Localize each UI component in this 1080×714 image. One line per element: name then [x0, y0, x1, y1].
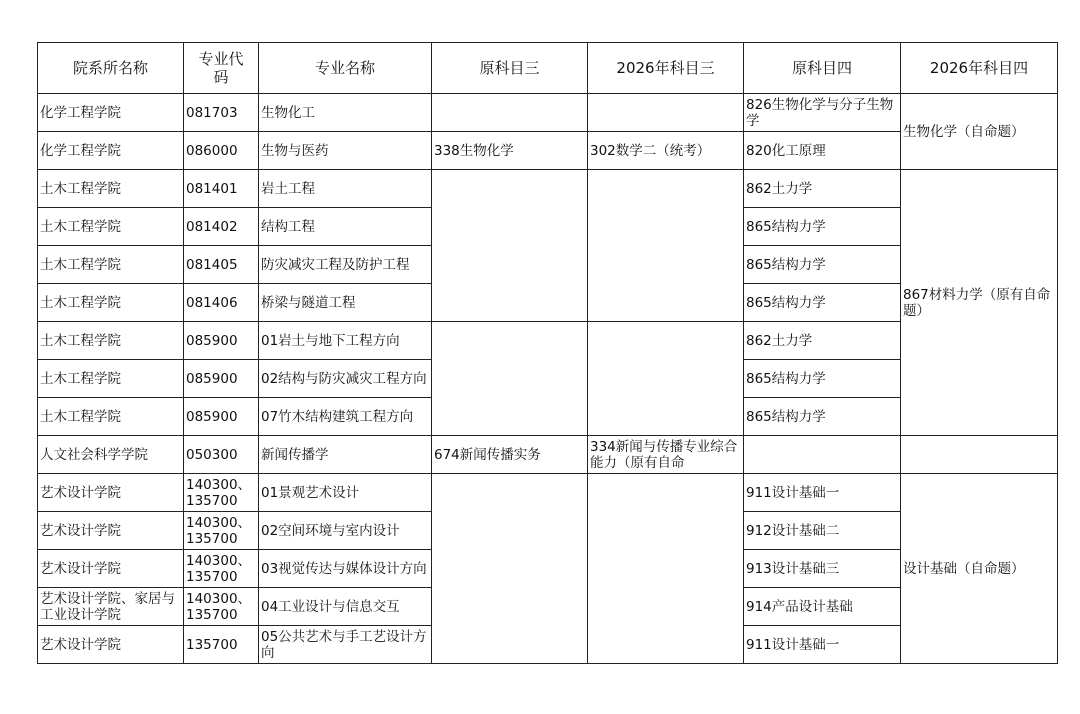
cell-code: 081703 [184, 94, 259, 132]
cell-code: 140300、135700 [184, 588, 259, 626]
cell-major: 结构工程 [259, 208, 432, 246]
cell-orig-subject3 [432, 94, 588, 132]
cell-school: 艺术设计学院 [38, 550, 184, 588]
cell-code: 140300、135700 [184, 550, 259, 588]
cell-code: 081401 [184, 170, 259, 208]
cell-orig-subject3-civil-a [432, 170, 588, 322]
cell-school: 土木工程学院 [38, 246, 184, 284]
cell-2026-subject3 [588, 94, 744, 132]
cell-orig-subject4: 826生物化学与分子生物学 [744, 94, 901, 132]
cell-major: 生物化工 [259, 94, 432, 132]
cell-orig-subject4: 862土力学 [744, 170, 901, 208]
cell-orig-subject4: 911设计基础一 [744, 626, 901, 664]
cell-school: 土木工程学院 [38, 322, 184, 360]
cell-school: 土木工程学院 [38, 284, 184, 322]
cell-major: 岩土工程 [259, 170, 432, 208]
cell-orig-subject4: 911设计基础一 [744, 474, 901, 512]
cell-code: 050300 [184, 436, 259, 474]
cell-major: 02空间环境与室内设计 [259, 512, 432, 550]
cell-orig-subject3-civil-b [432, 322, 588, 436]
table-row [38, 170, 1058, 208]
cell-code: 081406 [184, 284, 259, 322]
header-row [38, 43, 1058, 94]
header-2026-subject3: 2026年科目三 [588, 43, 744, 94]
cell-orig-subject4: 865结构力学 [744, 360, 901, 398]
cell-major: 生物与医药 [259, 132, 432, 170]
table-row [38, 474, 1058, 512]
cell-orig-subject4: 914产品设计基础 [744, 588, 901, 626]
cell-school: 土木工程学院 [38, 398, 184, 436]
cell-code: 081402 [184, 208, 259, 246]
cell-orig-subject4: 865结构力学 [744, 284, 901, 322]
cell-school: 艺术设计学院 [38, 474, 184, 512]
cell-major: 07竹木结构建筑工程方向 [259, 398, 432, 436]
cell-orig-subject3-art [432, 474, 588, 664]
cell-school: 艺术设计学院 [38, 512, 184, 550]
cell-code: 081405 [184, 246, 259, 284]
cell-major: 防灾减灾工程及防护工程 [259, 246, 432, 284]
header-major: 专业名称 [259, 43, 432, 94]
table-row [38, 94, 1058, 132]
cell-school: 艺术设计学院、家居与工业设计学院 [38, 588, 184, 626]
cell-major: 04工业设计与信息交互 [259, 588, 432, 626]
header-orig-subject3: 原科目三 [432, 43, 588, 94]
cell-school: 土木工程学院 [38, 360, 184, 398]
cell-school: 化学工程学院 [38, 94, 184, 132]
table-row [38, 436, 1058, 474]
cell-major: 桥梁与隧道工程 [259, 284, 432, 322]
cell-2026-subject4-art: 设计基础（自命题） [901, 474, 1058, 664]
cell-orig-subject3: 338生物化学 [432, 132, 588, 170]
cell-2026-subject3-civil-b [588, 322, 744, 436]
cell-school: 化学工程学院 [38, 132, 184, 170]
cell-2026-subject3: 302数学二（统考） [588, 132, 744, 170]
cell-orig-subject3: 674新闻传播实务 [432, 436, 588, 474]
header-code: 专业代码 [184, 43, 259, 94]
cell-2026-subject4-chem: 生物化学（自命题） [901, 94, 1058, 170]
cell-code: 140300、135700 [184, 512, 259, 550]
cell-2026-subject4 [901, 436, 1058, 474]
cell-major: 01景观艺术设计 [259, 474, 432, 512]
cell-code: 086000 [184, 132, 259, 170]
header-school: 院系所名称 [38, 43, 184, 94]
cell-2026-subject4-civil: 867材料力学（原有自命题） [901, 170, 1058, 436]
header-orig-subject4: 原科目四 [744, 43, 901, 94]
cell-code: 135700 [184, 626, 259, 664]
cell-orig-subject4: 865结构力学 [744, 208, 901, 246]
subject-table [37, 42, 1058, 664]
cell-code: 140300、135700 [184, 474, 259, 512]
cell-major: 新闻传播学 [259, 436, 432, 474]
cell-orig-subject4: 862土力学 [744, 322, 901, 360]
cell-code: 085900 [184, 360, 259, 398]
cell-school: 土木工程学院 [38, 208, 184, 246]
cell-orig-subject4: 865结构力学 [744, 246, 901, 284]
cell-code: 085900 [184, 398, 259, 436]
cell-major: 02结构与防灾减灾工程方向 [259, 360, 432, 398]
cell-major: 01岩土与地下工程方向 [259, 322, 432, 360]
cell-orig-subject4: 865结构力学 [744, 398, 901, 436]
header-2026-subject4: 2026年科目四 [901, 43, 1058, 94]
cell-orig-subject4: 913设计基础三 [744, 550, 901, 588]
cell-school: 艺术设计学院 [38, 626, 184, 664]
cell-orig-subject4 [744, 436, 901, 474]
cell-orig-subject4: 820化工原理 [744, 132, 901, 170]
cell-major: 03视觉传达与媒体设计方向 [259, 550, 432, 588]
cell-school: 人文社会科学学院 [38, 436, 184, 474]
cell-school: 土木工程学院 [38, 170, 184, 208]
cell-2026-subject3-art [588, 474, 744, 664]
cell-major: 05公共艺术与手工艺设计方向 [259, 626, 432, 664]
cell-orig-subject4: 912设计基础二 [744, 512, 901, 550]
cell-code: 085900 [184, 322, 259, 360]
cell-2026-subject3: 334新闻与传播专业综合能力（原有自命 [588, 436, 744, 474]
cell-2026-subject3-civil-a [588, 170, 744, 322]
